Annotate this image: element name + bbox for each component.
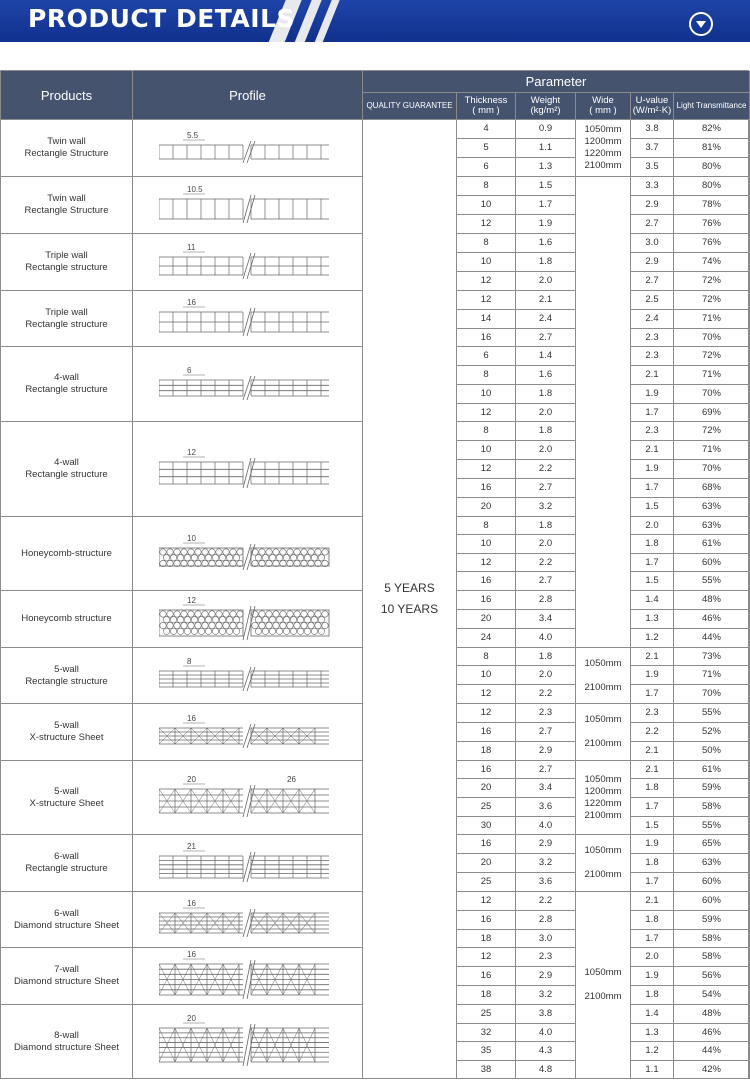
weight-cell: 3.4 [516, 779, 576, 798]
profile-drawing [159, 835, 339, 890]
thickness-cell: 20 [457, 854, 516, 873]
u-value-cell: 3.7 [631, 139, 674, 158]
u-value-cell: 1.7 [631, 798, 674, 817]
weight-cell: 4.3 [516, 1042, 576, 1061]
u-value-cell: 2.1 [631, 761, 674, 779]
profile-drawing [159, 648, 339, 702]
light-transmittance-cell: 82% [674, 120, 750, 139]
product-name: 7-wall Diamond structure Sheet [1, 948, 133, 1005]
banner-title: PRODUCT DETAILS [28, 4, 296, 33]
light-transmittance-cell: 72% [674, 347, 750, 366]
thickness-cell: 30 [457, 817, 516, 835]
thickness-cell: 12 [457, 460, 516, 479]
profile-drawing [159, 948, 339, 1003]
light-transmittance-cell: 74% [674, 253, 750, 272]
light-transmittance-cell: 44% [674, 629, 750, 648]
weight-cell: 2.4 [516, 310, 576, 329]
light-transmittance-cell: 58% [674, 930, 750, 948]
light-transmittance-cell: 58% [674, 948, 750, 967]
thickness-cell: 12 [457, 272, 516, 291]
header-profile: Profile [133, 71, 363, 120]
thickness-cell: 38 [457, 1061, 516, 1079]
profile-cell [133, 422, 363, 517]
product-name: 6-wall Diamond structure Sheet [1, 892, 133, 948]
u-value-cell: 1.4 [631, 1005, 674, 1024]
u-value-cell: 1.9 [631, 666, 674, 685]
profile-drawing [159, 291, 339, 345]
light-transmittance-cell: 69% [674, 404, 750, 422]
weight-cell: 2.9 [516, 742, 576, 761]
weight-cell: 4.0 [516, 817, 576, 835]
light-transmittance-cell: 80% [674, 158, 750, 177]
weight-cell: 2.3 [516, 948, 576, 967]
weight-cell: 2.0 [516, 441, 576, 460]
u-value-cell: 3.5 [631, 158, 674, 177]
weight-cell: 3.2 [516, 986, 576, 1005]
light-transmittance-cell: 50% [674, 742, 750, 761]
dimension-label: 26 [287, 775, 296, 784]
header-thickness: Thickness ( mm ) [457, 93, 516, 120]
profile-drawing [159, 347, 339, 420]
profile-cell [133, 704, 363, 761]
light-transmittance-cell: 68% [674, 479, 750, 498]
weight-cell: 2.8 [516, 591, 576, 610]
thickness-cell: 10 [457, 385, 516, 404]
thickness-cell: 20 [457, 610, 516, 629]
u-value-cell: 2.9 [631, 253, 674, 272]
weight-cell: 3.2 [516, 854, 576, 873]
thickness-cell: 12 [457, 554, 516, 572]
dimension-label: 6 [187, 366, 192, 375]
product-name: Honeycomb structure [1, 591, 133, 648]
light-transmittance-cell: 61% [674, 535, 750, 554]
profile-drawing [159, 1005, 339, 1077]
wide-cell: 1050mm 1200mm 1220mm 2100mm [576, 120, 631, 177]
light-transmittance-cell: 63% [674, 854, 750, 873]
weight-cell: 2.1 [516, 291, 576, 310]
light-transmittance-cell: 59% [674, 779, 750, 798]
thickness-cell: 25 [457, 873, 516, 892]
u-value-cell: 2.1 [631, 648, 674, 666]
product-name: 8-wall Diamond structure Sheet [1, 1005, 133, 1079]
weight-cell: 4.0 [516, 1024, 576, 1042]
u-value-cell: 1.9 [631, 385, 674, 404]
u-value-cell: 1.7 [631, 873, 674, 892]
profile-drawing [159, 120, 339, 175]
light-transmittance-cell: 71% [674, 310, 750, 329]
thickness-cell: 4 [457, 120, 516, 139]
profile-cell [133, 347, 363, 422]
profile-drawing [159, 422, 339, 515]
light-transmittance-cell: 46% [674, 610, 750, 629]
light-transmittance-cell: 78% [674, 196, 750, 215]
light-transmittance-cell: 73% [674, 648, 750, 666]
dimension-label: 8 [187, 657, 192, 666]
u-value-cell: 2.1 [631, 892, 674, 911]
profile-drawing [159, 892, 339, 946]
u-value-cell: 3.0 [631, 234, 674, 253]
thickness-cell: 20 [457, 779, 516, 798]
u-value-cell: 2.3 [631, 329, 674, 347]
light-transmittance-cell: 70% [674, 329, 750, 347]
weight-cell: 2.9 [516, 967, 576, 986]
light-transmittance-cell: 72% [674, 422, 750, 441]
profile-cell [133, 291, 363, 347]
u-value-cell: 2.3 [631, 347, 674, 366]
product-name: 5-wall X-structure Sheet [1, 761, 133, 835]
thickness-cell: 10 [457, 253, 516, 272]
weight-cell: 3.8 [516, 1005, 576, 1024]
u-value-cell: 1.7 [631, 554, 674, 572]
header-wide: Wide ( mm ) [576, 93, 631, 120]
weight-cell: 3.6 [516, 873, 576, 892]
light-transmittance-cell: 70% [674, 685, 750, 704]
light-transmittance-cell: 72% [674, 291, 750, 310]
wide-cell: 1050mm 2100mm [576, 835, 631, 892]
thickness-cell: 16 [457, 591, 516, 610]
weight-cell: 1.8 [516, 422, 576, 441]
profile-drawing [159, 591, 339, 646]
thickness-cell: 16 [457, 911, 516, 930]
thickness-cell: 20 [457, 498, 516, 517]
thickness-cell: 12 [457, 291, 516, 310]
chevron-down-circle-icon[interactable] [689, 12, 713, 36]
weight-cell: 2.7 [516, 329, 576, 347]
u-value-cell: 1.3 [631, 610, 674, 629]
weight-cell: 4.0 [516, 629, 576, 648]
light-transmittance-cell: 54% [674, 986, 750, 1005]
thickness-cell: 16 [457, 329, 516, 347]
header-weight: Weight (kg/m²) [516, 93, 576, 120]
profile-cell [133, 120, 363, 177]
weight-cell: 2.2 [516, 892, 576, 911]
wide-cell: 1050mm 2100mm [576, 704, 631, 761]
thickness-cell: 8 [457, 234, 516, 253]
thickness-cell: 25 [457, 798, 516, 817]
thickness-cell: 24 [457, 629, 516, 648]
thickness-cell: 10 [457, 196, 516, 215]
u-value-cell: 1.8 [631, 911, 674, 930]
quality-guarantee-cell: 5 YEARS 10 YEARS [363, 120, 457, 1079]
u-value-cell: 2.7 [631, 272, 674, 291]
dimension-label: 10.5 [187, 185, 203, 194]
header-products: Products [1, 71, 133, 120]
product-name: 4-wall Rectangle structure [1, 347, 133, 422]
profile-cell [133, 648, 363, 704]
thickness-cell: 16 [457, 761, 516, 779]
light-transmittance-cell: 59% [674, 911, 750, 930]
weight-cell: 2.7 [516, 479, 576, 498]
product-name: Honeycomb-structure [1, 517, 133, 591]
dimension-label: 16 [187, 714, 196, 723]
weight-cell: 2.2 [516, 460, 576, 479]
u-value-cell: 1.5 [631, 817, 674, 835]
u-value-cell: 1.8 [631, 854, 674, 873]
light-transmittance-cell: 81% [674, 139, 750, 158]
light-transmittance-cell: 44% [674, 1042, 750, 1061]
thickness-cell: 8 [457, 422, 516, 441]
profile-cell [133, 761, 363, 835]
weight-cell: 3.0 [516, 930, 576, 948]
profile-drawing [159, 517, 339, 589]
light-transmittance-cell: 63% [674, 517, 750, 535]
u-value-cell: 2.0 [631, 948, 674, 967]
u-value-cell: 1.7 [631, 404, 674, 422]
u-value-cell: 2.9 [631, 196, 674, 215]
u-value-cell: 2.2 [631, 723, 674, 742]
u-value-cell: 1.4 [631, 591, 674, 610]
wide-cell [576, 177, 631, 648]
u-value-cell: 1.9 [631, 460, 674, 479]
light-transmittance-cell: 48% [674, 591, 750, 610]
weight-cell: 1.6 [516, 234, 576, 253]
weight-cell: 1.9 [516, 215, 576, 234]
light-transmittance-cell: 55% [674, 572, 750, 591]
weight-cell: 1.8 [516, 385, 576, 404]
light-transmittance-cell: 55% [674, 817, 750, 835]
u-value-cell: 2.3 [631, 704, 674, 723]
profile-drawing [159, 704, 339, 759]
light-transmittance-cell: 56% [674, 967, 750, 986]
wide-cell: 1050mm 1200mm 1220mm 2100mm [576, 761, 631, 835]
wide-cell: 1050mm 2100mm [576, 648, 631, 704]
thickness-cell: 18 [457, 742, 516, 761]
weight-cell: 2.7 [516, 761, 576, 779]
dimension-label: 20 [187, 1014, 196, 1023]
dimension-label: 20 [187, 775, 196, 784]
u-value-cell: 1.8 [631, 779, 674, 798]
light-transmittance-cell: 80% [674, 177, 750, 196]
profile-cell [133, 948, 363, 1005]
thickness-cell: 16 [457, 723, 516, 742]
thickness-cell: 16 [457, 967, 516, 986]
product-name: Twin wall Rectangle Structure [1, 177, 133, 234]
light-transmittance-cell: 71% [674, 366, 750, 385]
u-value-cell: 1.8 [631, 986, 674, 1005]
header-parameter: Parameter [363, 71, 750, 93]
dimension-label: 12 [187, 448, 196, 457]
light-transmittance-cell: 76% [674, 234, 750, 253]
thickness-cell: 8 [457, 366, 516, 385]
weight-cell: 1.5 [516, 177, 576, 196]
profile-drawing [159, 761, 339, 833]
product-name: 4-wall Rectangle structure [1, 422, 133, 517]
dimension-label: 16 [187, 298, 196, 307]
dimension-label: 10 [187, 534, 196, 543]
weight-cell: 2.7 [516, 723, 576, 742]
thickness-cell: 16 [457, 835, 516, 854]
u-value-cell: 1.5 [631, 498, 674, 517]
light-transmittance-cell: 58% [674, 798, 750, 817]
u-value-cell: 1.8 [631, 535, 674, 554]
product-name: Triple wall Rectangle structure [1, 291, 133, 347]
thickness-cell: 6 [457, 347, 516, 366]
product-table [0, 70, 749, 1079]
light-transmittance-cell: 60% [674, 892, 750, 911]
u-value-cell: 2.1 [631, 441, 674, 460]
thickness-cell: 8 [457, 648, 516, 666]
u-value-cell: 2.0 [631, 517, 674, 535]
u-value-cell: 2.1 [631, 366, 674, 385]
thickness-cell: 32 [457, 1024, 516, 1042]
light-transmittance-cell: 70% [674, 460, 750, 479]
header-u-value: U-value (W/m²·K) [631, 93, 674, 120]
header-light-transmittance: Light Transmittance [674, 93, 750, 120]
profile-cell [133, 234, 363, 291]
dimension-label: 11 [187, 243, 196, 252]
u-value-cell: 1.3 [631, 1024, 674, 1042]
dimension-label: 16 [187, 899, 196, 908]
weight-cell: 2.0 [516, 272, 576, 291]
weight-cell: 2.3 [516, 704, 576, 723]
u-value-cell: 1.5 [631, 572, 674, 591]
thickness-cell: 12 [457, 704, 516, 723]
light-transmittance-cell: 46% [674, 1024, 750, 1042]
thickness-cell: 12 [457, 685, 516, 704]
weight-cell: 2.7 [516, 572, 576, 591]
weight-cell: 1.8 [516, 253, 576, 272]
thickness-cell: 6 [457, 158, 516, 177]
thickness-cell: 18 [457, 930, 516, 948]
u-value-cell: 1.2 [631, 1042, 674, 1061]
light-transmittance-cell: 71% [674, 441, 750, 460]
thickness-cell: 8 [457, 517, 516, 535]
light-transmittance-cell: 76% [674, 215, 750, 234]
product-name: Twin wall Rectangle Structure [1, 120, 133, 177]
weight-cell: 4.8 [516, 1061, 576, 1079]
product-name: 5-wall X-structure Sheet [1, 704, 133, 761]
weight-cell: 2.2 [516, 554, 576, 572]
light-transmittance-cell: 65% [674, 835, 750, 854]
u-value-cell: 2.5 [631, 291, 674, 310]
u-value-cell: 1.2 [631, 629, 674, 648]
u-value-cell: 1.7 [631, 930, 674, 948]
weight-cell: 1.8 [516, 648, 576, 666]
light-transmittance-cell: 55% [674, 704, 750, 723]
light-transmittance-cell: 60% [674, 554, 750, 572]
thickness-cell: 18 [457, 986, 516, 1005]
profile-drawing [159, 234, 339, 289]
thickness-cell: 10 [457, 441, 516, 460]
dimension-label: 21 [187, 842, 196, 851]
u-value-cell: 1.7 [631, 479, 674, 498]
light-transmittance-cell: 70% [674, 385, 750, 404]
u-value-cell: 1.9 [631, 835, 674, 854]
u-value-cell: 2.3 [631, 422, 674, 441]
u-value-cell: 3.3 [631, 177, 674, 196]
weight-cell: 1.4 [516, 347, 576, 366]
u-value-cell: 1.1 [631, 1061, 674, 1079]
weight-cell: 3.4 [516, 610, 576, 629]
weight-cell: 1.3 [516, 158, 576, 177]
thickness-cell: 10 [457, 666, 516, 685]
thickness-cell: 16 [457, 479, 516, 498]
light-transmittance-cell: 63% [674, 498, 750, 517]
thickness-cell: 8 [457, 177, 516, 196]
dimension-label: 5.5 [187, 131, 199, 140]
profile-cell [133, 517, 363, 591]
weight-cell: 2.8 [516, 911, 576, 930]
weight-cell: 2.0 [516, 535, 576, 554]
light-transmittance-cell: 60% [674, 873, 750, 892]
wide-cell: 1050mm 2100mm [576, 892, 631, 1079]
product-name: 6-wall Rectangle structure [1, 835, 133, 892]
thickness-cell: 12 [457, 404, 516, 422]
u-value-cell: 2.1 [631, 742, 674, 761]
light-transmittance-cell: 48% [674, 1005, 750, 1024]
u-value-cell: 3.8 [631, 120, 674, 139]
profile-cell [133, 1005, 363, 1079]
dimension-label: 12 [187, 596, 196, 605]
header-quality-guarantee: QUALITY GUARANTEE [363, 93, 457, 120]
light-transmittance-cell: 72% [674, 272, 750, 291]
product-name: 5-wall Rectangle structure [1, 648, 133, 704]
thickness-cell: 10 [457, 535, 516, 554]
u-value-cell: 2.7 [631, 215, 674, 234]
weight-cell: 1.6 [516, 366, 576, 385]
thickness-cell: 25 [457, 1005, 516, 1024]
profile-drawing [159, 177, 339, 232]
product-details-banner [0, 0, 750, 42]
weight-cell: 1.8 [516, 517, 576, 535]
weight-cell: 3.6 [516, 798, 576, 817]
weight-cell: 0.9 [516, 120, 576, 139]
weight-cell: 2.2 [516, 685, 576, 704]
weight-cell: 2.0 [516, 666, 576, 685]
product-name: Triple wall Rectangle structure [1, 234, 133, 291]
u-value-cell: 1.7 [631, 685, 674, 704]
weight-cell: 2.0 [516, 404, 576, 422]
thickness-cell: 12 [457, 215, 516, 234]
thickness-cell: 5 [457, 139, 516, 158]
thickness-cell: 16 [457, 572, 516, 591]
profile-cell [133, 177, 363, 234]
weight-cell: 1.7 [516, 196, 576, 215]
profile-cell [133, 892, 363, 948]
thickness-cell: 14 [457, 310, 516, 329]
dimension-label: 16 [187, 950, 196, 959]
u-value-cell: 1.9 [631, 967, 674, 986]
light-transmittance-cell: 71% [674, 666, 750, 685]
thickness-cell: 12 [457, 948, 516, 967]
weight-cell: 3.2 [516, 498, 576, 517]
thickness-cell: 35 [457, 1042, 516, 1061]
weight-cell: 1.1 [516, 139, 576, 158]
light-transmittance-cell: 42% [674, 1061, 750, 1079]
light-transmittance-cell: 52% [674, 723, 750, 742]
weight-cell: 2.9 [516, 835, 576, 854]
profile-cell [133, 835, 363, 892]
thickness-cell: 12 [457, 892, 516, 911]
u-value-cell: 2.4 [631, 310, 674, 329]
light-transmittance-cell: 61% [674, 761, 750, 779]
profile-cell [133, 591, 363, 648]
